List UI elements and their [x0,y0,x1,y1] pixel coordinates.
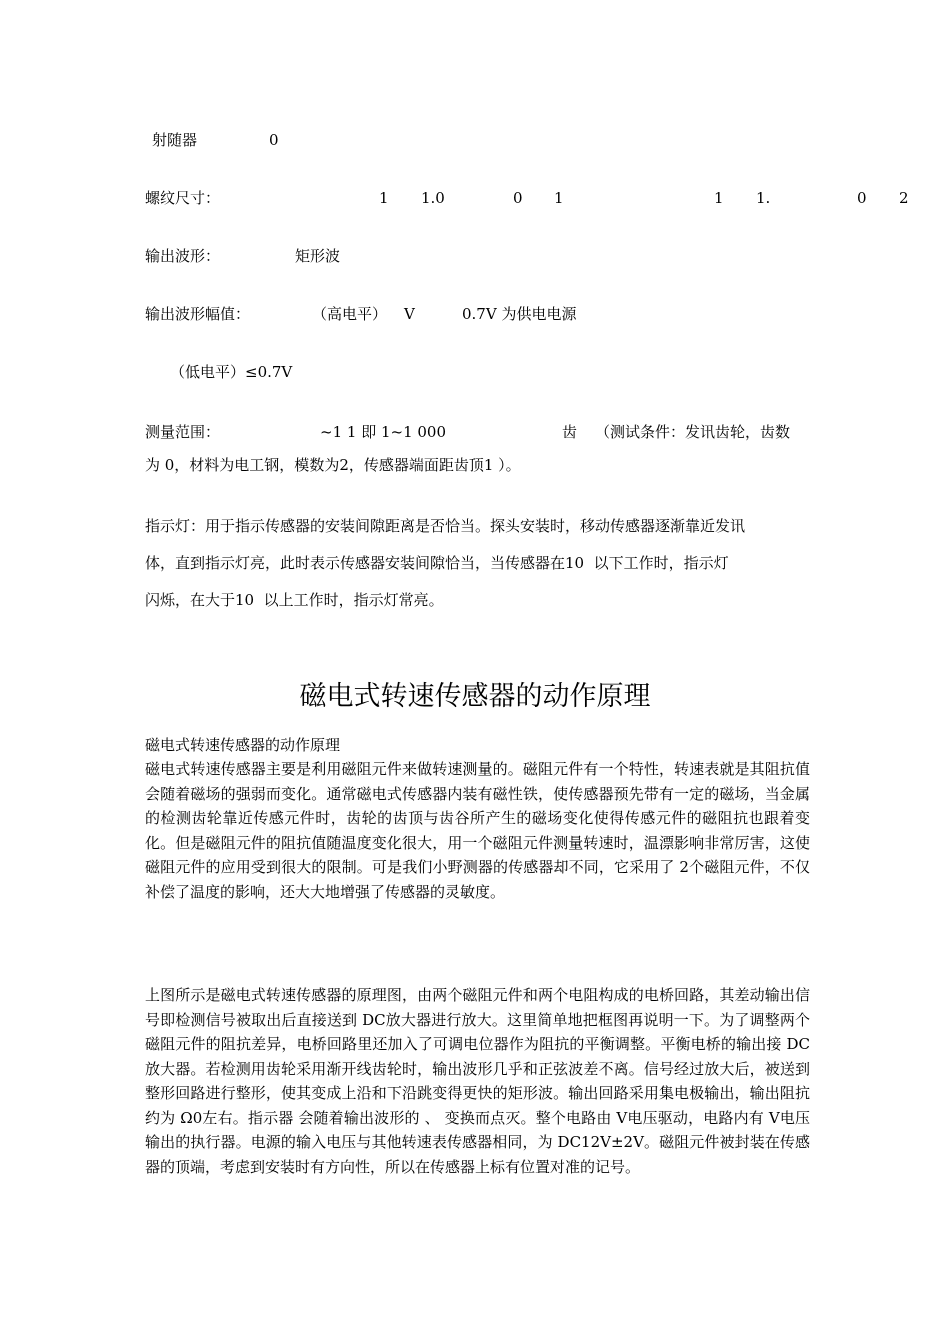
amplitude-high: （高电平） [312,305,388,323]
amplitude-note: 0.7V 为供电电源 [462,305,577,323]
range-value: ~1 1 即 1~1 000 [320,423,447,441]
thread-value-2: 1.0 [421,189,445,207]
article-paragraph-2: 上图所示是磁电式转速传感器的原理图，由两个磁阻元件和两个电阻构成的电桥回路，其差动输出信号即检测信号被取出后直接送到 DC放大器进行放大。这里简单地把框图再说明一下。为了调整两个磁阻元件的阻抗差异，电桥回路里还加入了可调电位器作为阻抗的平衡调整。平衡电桥的输出接 DC放大器。若检测用齿轮采用渐开线齿轮时，输出波形几乎和正弦波差不离。信号经过放大后，被送到整形回路进行整形，使其变成上沿和下沿跳变得更快的矩形波。输出回路采用集电极输出，输出阻抗约为 Ω0左右。指示器 会随着输出波形的 、 变换而点灭。整个电路由 V电压驱动，电路内有 V电压输出的执行器。电源的输入电压与其他转速表传感器相同，为 DC12V±2V。磁阻元件被封装在传感器的顶端，考虑到安装时有方向性，所以在传感器上标有位置对准的记号。 [145,986,810,1176]
thread-value-6: 1. [756,189,771,207]
article-title: 磁电式转速传感器的动作原理 [299,681,651,712]
thread-value-4: 1 [554,189,564,207]
follower-value: 0 [269,131,279,149]
indicator-line-1: 指示灯：用于指示传感器的安装间隙距离是否恰当。探头安装时，移动传感器逐渐靠近发讯 [145,517,746,535]
thread-label: 螺纹尺寸： [145,189,221,207]
range-unit: 齿 [562,423,578,441]
amplitude-unit: V [404,305,415,323]
follower-label: 射随器 [152,131,198,149]
article-subtitle: 磁电式转速传感器的动作原理 [145,736,341,754]
thread-value-8: 2 [899,189,909,207]
range-condition: （测试条件：发讯齿轮，齿数 [595,423,791,441]
range-label: 测量范围： [145,423,221,441]
indicator-line-3: 闪烁，在大于10 以上工作时，指示灯常亮。 [145,591,444,609]
thread-value-5: 1 [714,189,724,207]
thread-value-3: 0 [513,189,523,207]
indicator-line-2: 体，直到指示灯亮，此时表示传感器安装间隙恰当，当传感器在10 以下工作时，指示灯 [145,554,729,572]
waveform-value: 矩形波 [295,247,341,265]
thread-value-1: 1 [379,189,389,207]
amplitude-low: （低电平）≤0.7V [170,363,293,381]
amplitude-label: 输出波形幅值： [145,305,251,323]
range-condition-line2: 为 0，材料为电工钢，模数为2，传感器端面距齿顶1 ）。 [145,456,521,474]
thread-value-7: 0 [857,189,867,207]
waveform-label: 输出波形： [145,247,221,265]
article-paragraph-1: 磁电式转速传感器主要是利用磁阻元件来做转速测量的。磁阻元件有一个特性，转速表就是其阻抗值会随着磁场的强弱而变化。通常磁电式传感器内装有磁性铁，使传感器预先带有一定的磁场，当金属的检测齿轮靠近传感元件时，齿轮的齿顶与齿谷所产生的磁场变化使得传感元件的磁阻抗也跟着变化。但是磁阻元件的阻抗值随温度变化很大，用一个磁阻元件测量转速时，温漂影响非常厉害，这使磁阻元件的应用受到很大的限制。可是我们小野测器的传感器却不同，它采用了 2个磁阻元件，不仅补偿了温度的影响，还大大地增强了传感器的灵敏度。 [145,760,810,901]
